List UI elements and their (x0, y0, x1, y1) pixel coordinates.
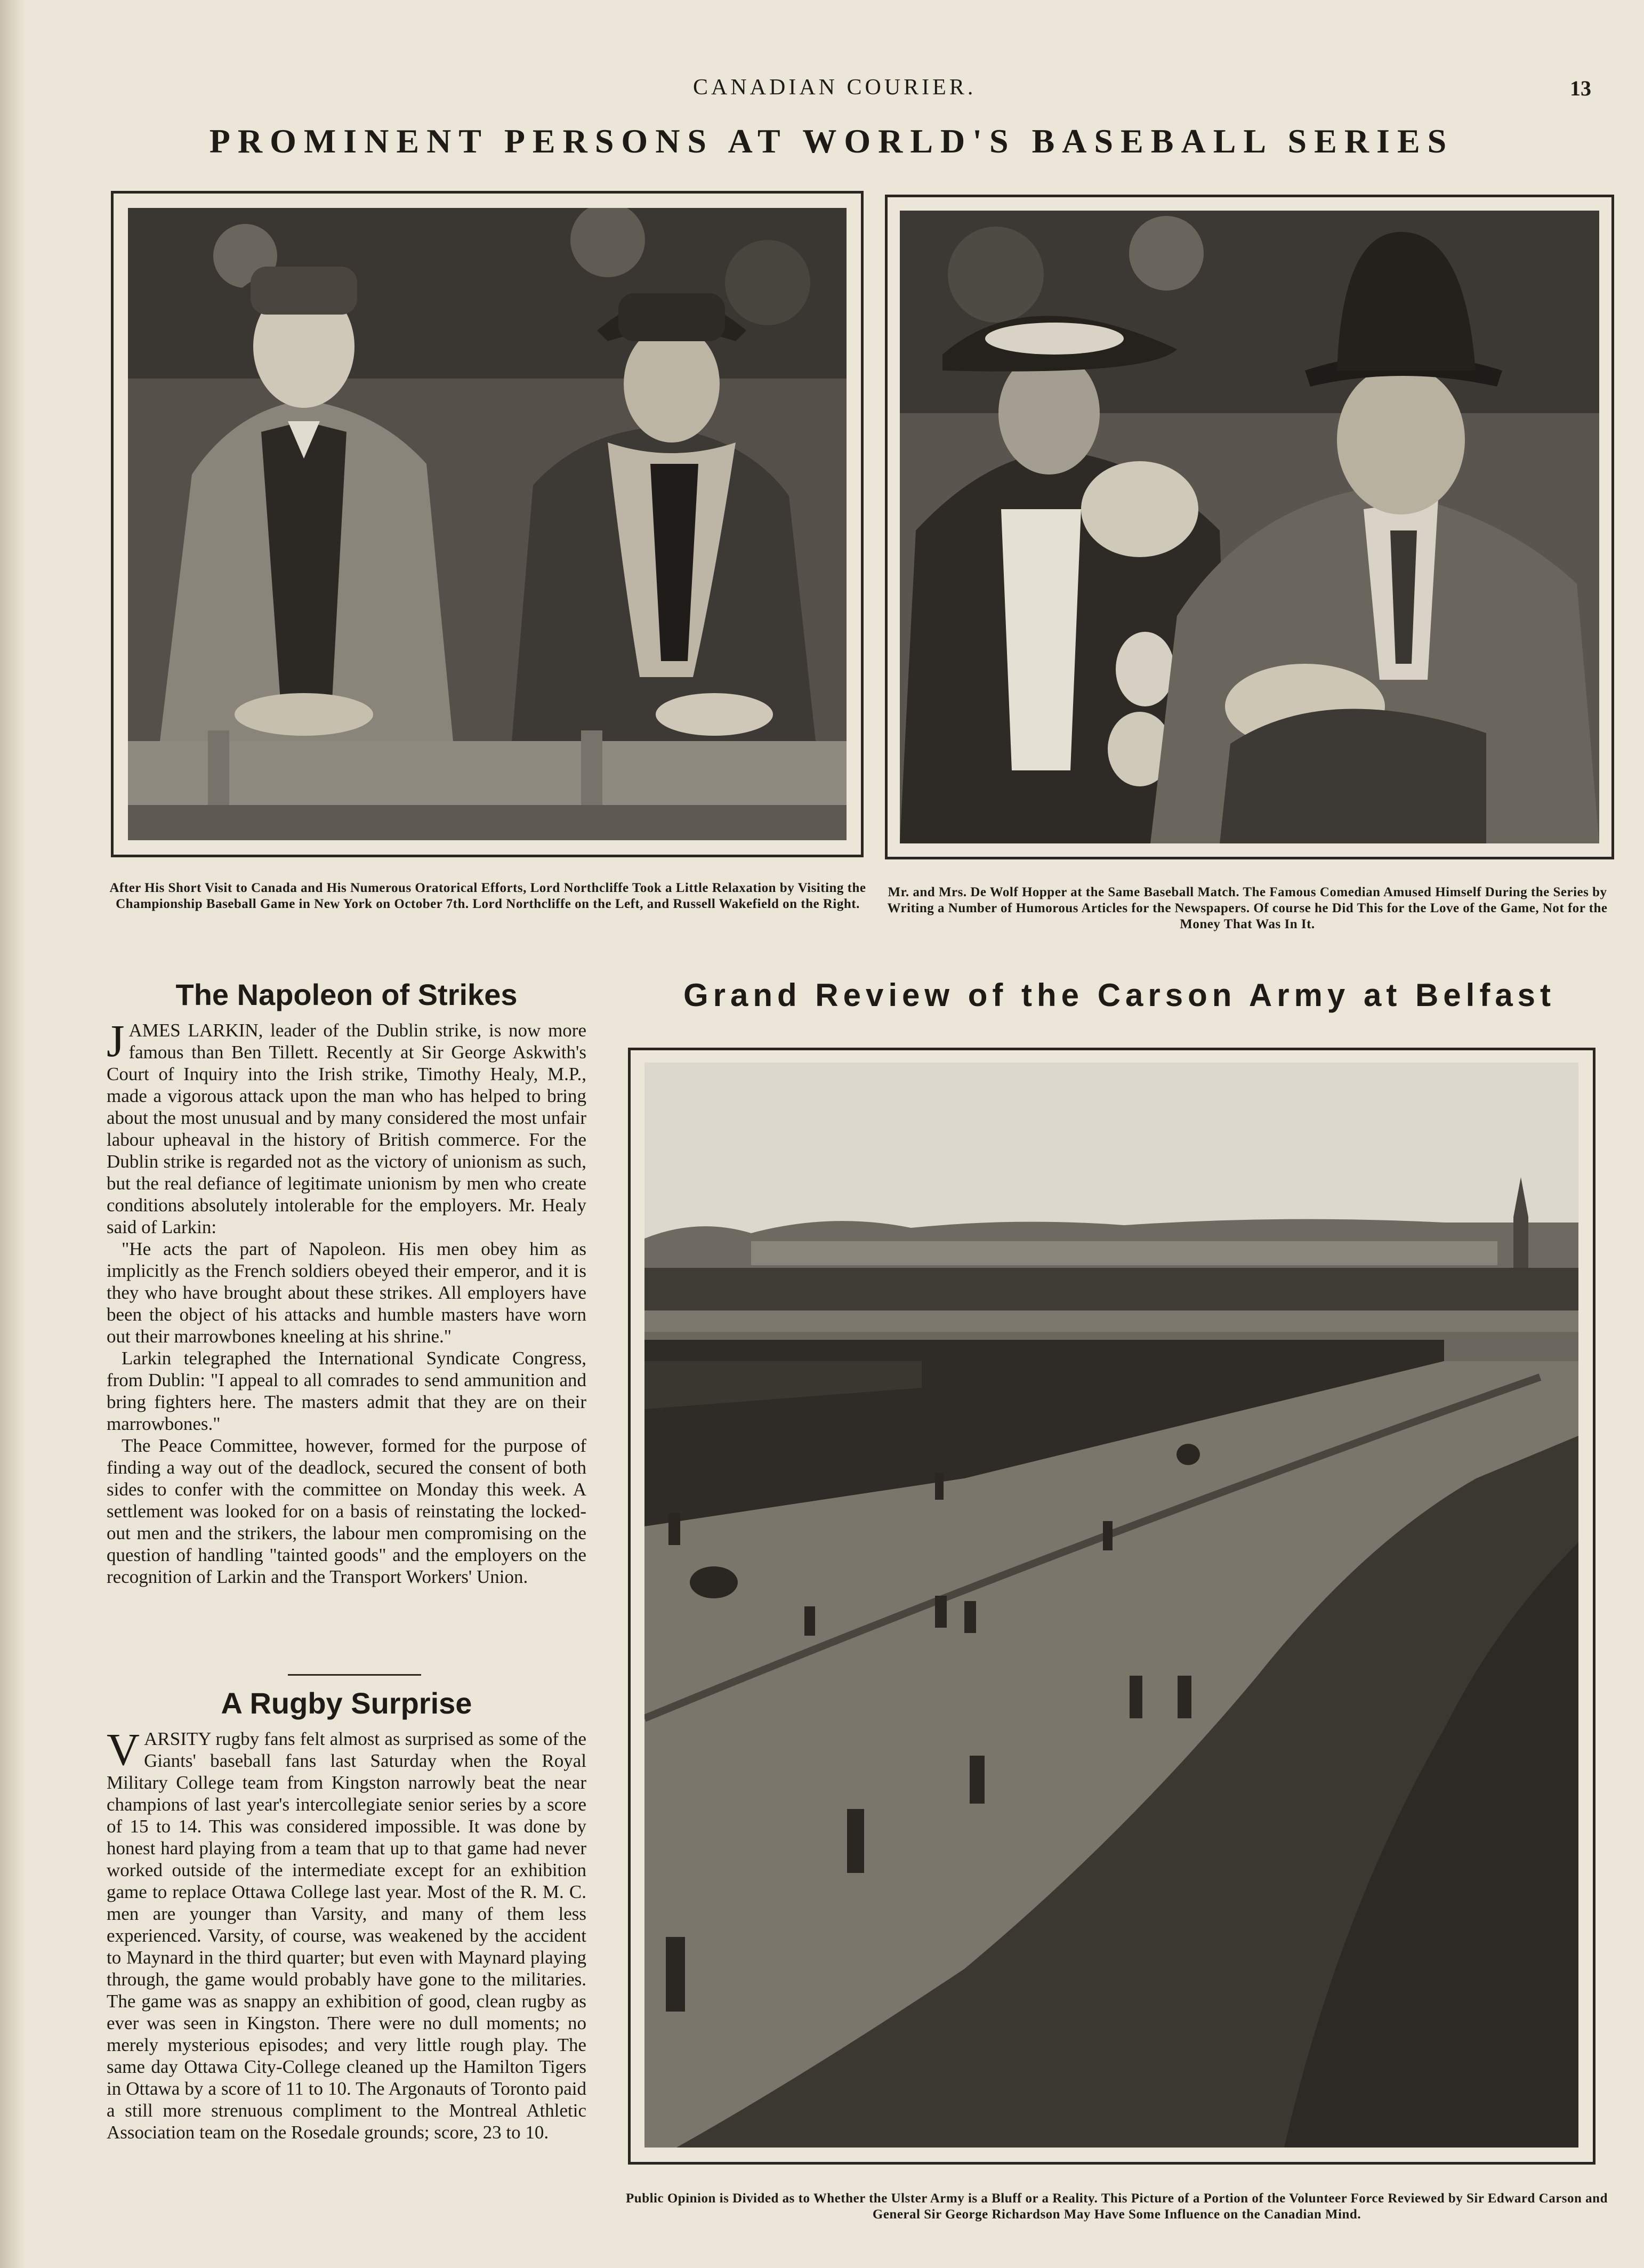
belfast-headline: Grand Review of the Carson Army at Belfast (683, 977, 1556, 1013)
belfast-photo-caption: Public Opinion is Divided as to Whether the Ulster Army is a Bluff or a Reality. This Picture of a Portion of the Volunteer Force Reviewed by Sir Edward Carson and General Sir George Richardson May Have Some Influence on the Canadian Mind. (626, 2191, 1608, 2222)
hopper-photo-frame (885, 195, 1614, 859)
northcliffe-photo-frame (111, 191, 864, 857)
napoleon-paragraph-3: Larkin telegraphed the International Syndicate Congress, from Dublin: "I appeal to all comrades to send ammunition and bring fighters here. The masters admit that they are on their marrowbones." (107, 1348, 586, 1434)
rugby-dropcap: V (107, 1724, 140, 1775)
rugby-headline: A Rugby Surprise (221, 1686, 472, 1720)
belfast-photo-frame (628, 1048, 1595, 2165)
de-wolf-hopper-photo (900, 211, 1599, 843)
rugby-article (107, 1724, 586, 2143)
page-edge (0, 0, 26, 2268)
napoleon-headline: The Napoleon of Strikes (175, 978, 518, 1011)
rugby-paragraph-1: VARSITY rugby fans felt almost as surprised as some of the Giants' baseball fans last Saturday when the Royal Military College team from Kingston narrowly beat the near champions of last year's intercollegiate senior series by a score of 15 to 14. This was considered impossible. It was done by honest hard playing from a team that up to that game had never worked outside of the intermediate except for an exhibition game to replace Ottawa College last year. Most of the R. M. C. men are younger than Varsity, and many of them less experienced. Varsity, of course, was weakened by the accident to Maynard in the third quarter; but even with Maynard playing through, the game would probably have gone to the militaries. The game was as snappy an exhibition of good, clean rugby as ever was seen in Kingston. There were no dull moments; no merely mysterious episodes; and very little rough play. The same day Ottawa City-College cleaned up the Hamilton Tigers in Ottawa by a score of 11 to 10. The Argonauts of Toronto paid a still more strenuous compliment to the Montreal Athletic Association team on the Rosedale grounds; score, 23 to 10. (107, 1724, 586, 2143)
napoleon-paragraph-4: The Peace Committee, however, formed for the purpose of finding a way out of the deadlock, secured the consent of both sides to confer with the committee on Monday this week. A settlement was looked for on a basis of reinstating the locked-out men and the strikers, the labour men compromising on the question of handling "tainted goods" and the employers on the recognition of Larkin and the Transport Workers' Union. (107, 1435, 586, 1587)
page-number: 13 (1570, 76, 1591, 100)
hopper-photo-caption: Mr. and Mrs. De Wolf Hopper at the Same Baseball Match. The Famous Comedian Amused Himself During the Series by Writing a Number of Humorous Articles for the Newspapers. Of course he Did This for the Love of the Game, Not for the Money That Was In It. (887, 885, 1608, 931)
napoleon-paragraph-2: "He acts the part of Napoleon. His men obey him as implicitly as the French soldiers obeyed their emperor, and it is they who have brought about these strikes. All employers have been the object of his attacks and humble masters have worn out their marrowbones kneeling at his shrine." (107, 1238, 586, 1347)
carson-army-review-photo (644, 1063, 1578, 2148)
napoleon-dropcap: J (107, 1015, 125, 1066)
publication-name: CANADIAN COURIER. (693, 75, 977, 100)
napoleon-article (107, 1015, 586, 1588)
page-title: PROMINENT PERSONS AT WORLD'S BASEBALL SERIES (209, 122, 1454, 160)
napoleon-paragraph-1: JAMES LARKIN, leader of the Dublin strike, is now more famous than Ben Tillett. Recently at Sir George Askwith's Court of Inquiry into the Irish strike, Timothy Healy, M.P., made a vigorous attack upon the man who has helped to bring about the most unusual and by many considered the most unfair labour upheaval in the history of British commerce. For the Dublin strike is regarded not as the victory of unionism as such, but the real defiance of legitimate unionism by men who create conditions absolutely intolerable for the employers. Mr. Healy said of Larkin: (107, 1015, 586, 1237)
section-divider (288, 1674, 421, 1676)
northcliffe-photo-caption: After His Short Visit to Canada and His Numerous Oratorical Efforts, Lord Northcliffe Took a Little Relaxation by Visiting the Championship Baseball Game in New York on October 7th. Lord Northcliffe on the Left, and Russell Wakefield on the Right. (109, 881, 866, 911)
northcliffe-wakefield-photo (128, 208, 847, 840)
